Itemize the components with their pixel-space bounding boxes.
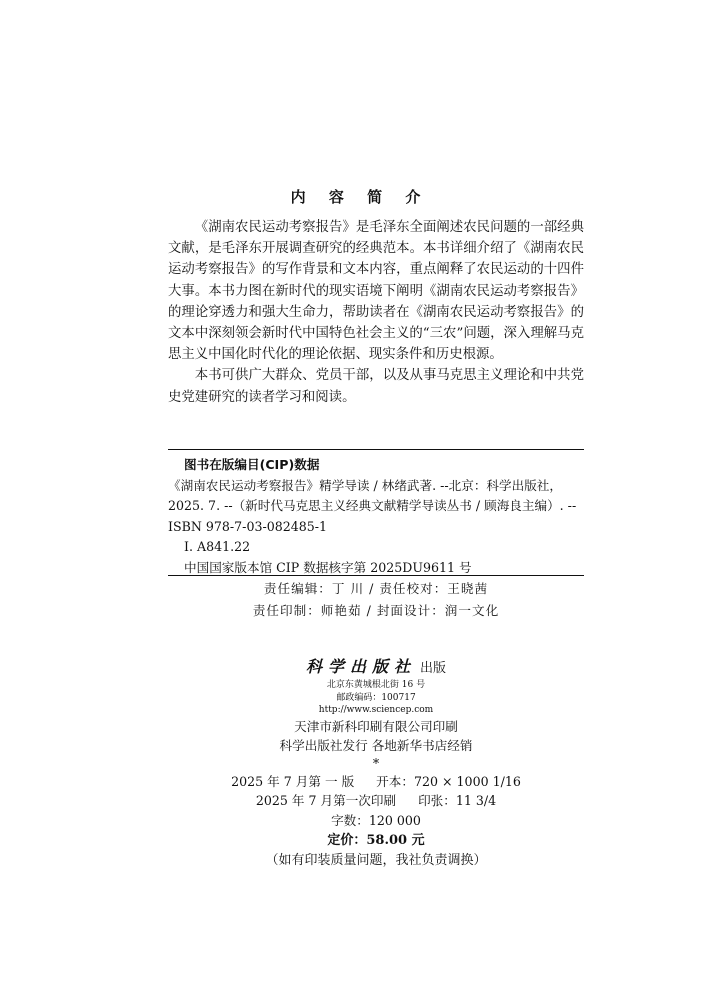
sheets: 印张：11 3/4 — [418, 793, 497, 808]
credits-editors: 责任编辑：丁 川 / 责任校对：王晓茜 — [263, 581, 489, 596]
edition: 2025 年 7 月第 一 版 — [231, 773, 355, 789]
credits-production: 责任印制：师艳茹 / 封面设计：润一文化 — [252, 603, 500, 618]
publisher-block — [168, 654, 584, 871]
separator: * — [372, 755, 380, 771]
summary-title: 内 容 简 介 — [290, 188, 430, 206]
credits — [168, 578, 584, 622]
cip-classification: Ⅰ. A841.22 — [184, 539, 251, 555]
cip-title: 图书在版编目(CIP)数据 — [184, 457, 320, 472]
publisher-address: 北京东黄城根北街 16 号 — [326, 680, 426, 690]
divider — [168, 575, 584, 576]
printing-row — [168, 791, 584, 811]
cip-library-record: 中国国家版本馆 CIP 数据核字第 2025DU9611 号 — [184, 559, 472, 575]
price — [168, 830, 584, 851]
summary-paragraph: 本书可供广大群众、党员干部，以及从事马克思主义理论和中共党史党建研究的读者学习和阅读。 — [168, 368, 584, 405]
publisher-logo-name: 科学出版社 — [305, 657, 416, 676]
publisher-website: http://www.sciencep.com — [318, 705, 434, 715]
price-label: 定价： — [327, 833, 367, 848]
divider — [168, 449, 584, 450]
publisher-postcode: 邮政编码：100717 — [336, 692, 416, 703]
edition-row — [168, 772, 584, 792]
format: 开本：720 × 1000 1/16 — [376, 773, 521, 789]
publisher-suffix: 出版 — [420, 661, 447, 676]
printer: 天津市新科印刷有限公司印刷 — [294, 718, 458, 734]
summary-body — [168, 217, 584, 408]
quality-notice: （如有印装质量问题，我社负责调换） — [265, 853, 487, 868]
distribution: 科学出版社发行 各地新华书店经销 — [279, 738, 473, 753]
cip-record: 《湖南农民运动考察报告》精学导读 / 林绪武著. --北京：科学出版社，2025. 7. --（新时代马克思主义经典文献精学导读丛书 / 顾海良主编）. -- ISBN 978-7-03-082485-1 — [168, 477, 577, 534]
cip-block — [168, 455, 584, 579]
word-count: 字数：120 000 — [331, 812, 421, 828]
price-value: 58.00 元 — [366, 833, 425, 848]
printing: 2025 年 7 月第一次印刷 — [255, 793, 397, 808]
summary-paragraph: 《湖南农民运动考察报告》是毛泽东全面阐述农民问题的一部经典文献，是毛泽东开展调查研究的经典范本。本书详细介绍了《湖南农民运动考察报告》的写作背景和文本内容，重点阐释了农民运动的十四件大事。本书力图在新时代的现实语境下阐明《湖南农民运动考察报告》的理论穿透力和强大生命力，帮助读者在《湖南农民运动考察报告》的文本中深刻领会新时代中国特色社会主义的“三农”问题，深入理解马克思主义中国化时代化的理论依据、现实条件和历史根源。 — [168, 220, 584, 363]
